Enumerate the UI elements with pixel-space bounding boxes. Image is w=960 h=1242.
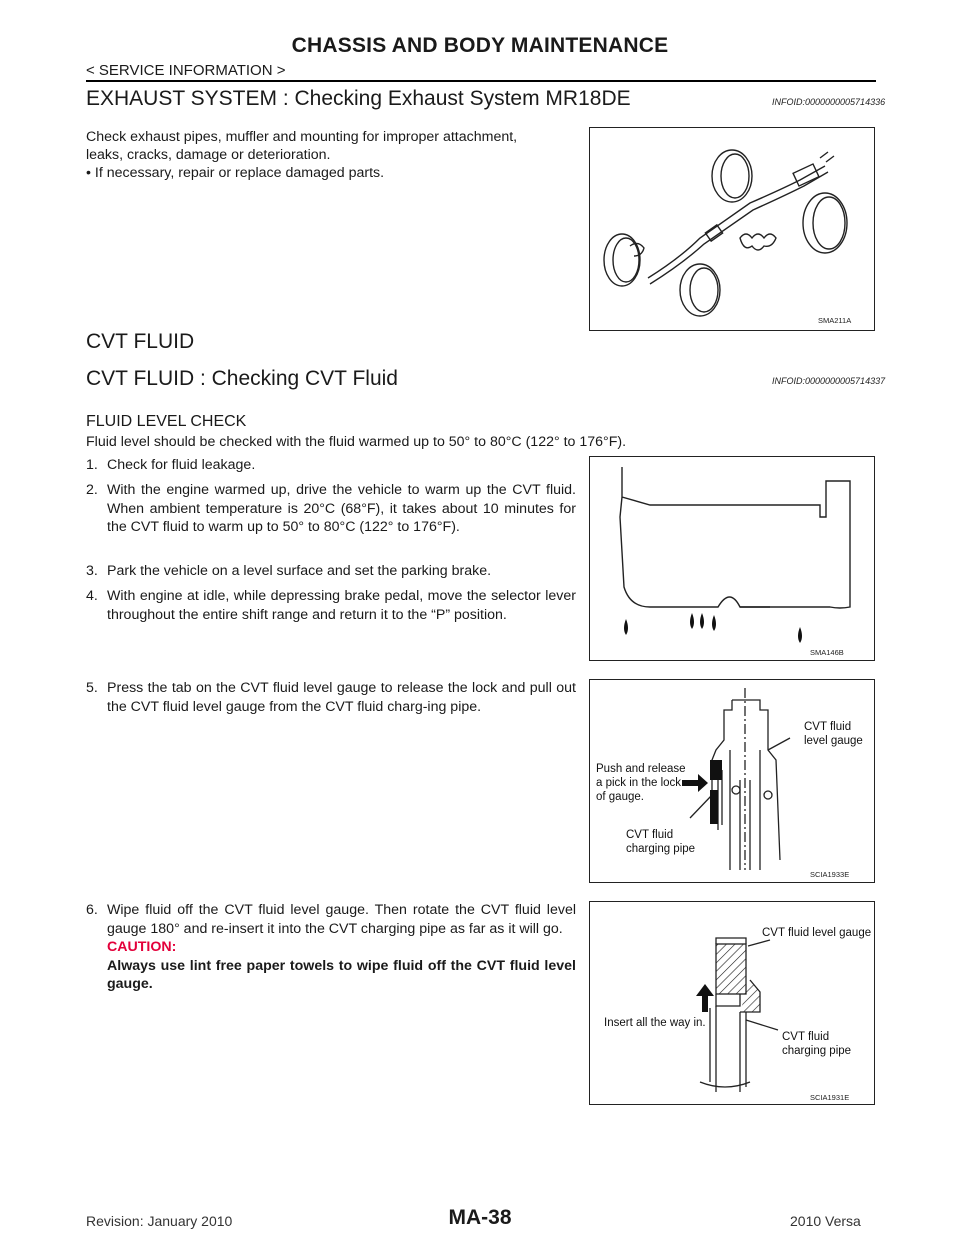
figure-code: SCIA1933E	[810, 870, 850, 879]
step-5	[86, 679, 576, 716]
step-number: 2.	[86, 482, 98, 498]
cvt-title: CVT FLUID	[86, 330, 195, 353]
exhaust-text-2: leaks, cracks, damage or deterioration.	[86, 147, 331, 163]
caution-label: CAUTION:	[107, 939, 177, 955]
step-number: 3.	[86, 563, 98, 579]
step-text: Wipe fluid off the CVT fluid level gauge. Then rotate the CVT fluid level gauge 180° and re-insert it into the CVT charging pipe as far as it will go.	[107, 902, 576, 937]
figure-code: SMA146B	[810, 648, 844, 657]
step-4	[86, 587, 576, 624]
page-number: MA-38	[448, 1206, 512, 1229]
cvt-leak-figure	[589, 456, 875, 661]
fluid-level-subheading: FLUID LEVEL CHECK	[86, 413, 247, 430]
step-number: 1.	[86, 457, 98, 473]
step-number: 5.	[86, 680, 98, 696]
revision-date: Revision: January 2010	[86, 1213, 233, 1229]
figure-code: SCIA1931E	[810, 1093, 850, 1102]
model-year: 2010 Versa	[790, 1213, 861, 1229]
step-number: 4.	[86, 588, 98, 604]
label-insert-all-the-way: Insert all the way in.	[604, 1017, 706, 1029]
cvt-heading: CVT FLUID : Checking CVT Fluid	[86, 367, 398, 390]
caution-text: Always use lint free paper towels to wipe fluid off the CVT fluid level gauge.	[107, 957, 576, 992]
exhaust-heading: EXHAUST SYSTEM : Checking Exhaust System MR18DE	[86, 87, 631, 110]
step-3	[86, 562, 576, 581]
exhaust-infoid: INFOID:0000000005714336	[772, 97, 886, 107]
step-1	[86, 456, 576, 475]
label-push-release: Push and release a pick in the lock of gauge.	[596, 763, 686, 803]
label-cvt-fluid-charging-pipe: CVT fluid charging pipe	[626, 829, 696, 855]
gauge-insert-figure	[589, 901, 875, 1105]
transmission-illustration	[590, 457, 873, 659]
step-6	[86, 901, 576, 994]
section-label: < SERVICE INFORMATION >	[86, 62, 286, 79]
label-cvt-fluid-charging-pipe: CVT fluid charging pipe	[782, 1031, 852, 1057]
exhaust-text-1: Check exhaust pipes, muffler and mounting for improper attachment,	[86, 129, 518, 145]
exhaust-figure	[589, 127, 875, 331]
label-cvt-fluid-level-gauge: CVT fluid level gauge	[804, 721, 863, 747]
cvt-intro: Fluid level should be checked with the fluid warmed up to 50° to 80°C (122° to 176°F).	[86, 434, 627, 450]
cvt-infoid: INFOID:0000000005714337	[772, 376, 886, 386]
exhaust-system-illustration	[590, 128, 873, 329]
step-2	[86, 481, 576, 537]
gauge-lock-figure	[589, 679, 875, 883]
step-number: 6.	[86, 902, 98, 918]
step-text: With engine at idle, while depressing brake pedal, move the selector lever throughout the entire shift range and return it to the “P” position.	[107, 588, 576, 623]
step-text: Park the vehicle on a level surface and set the parking brake.	[107, 563, 492, 579]
exhaust-bullet: • If necessary, repair or replace damaged parts.	[86, 165, 385, 181]
header-divider	[86, 80, 876, 82]
label-cvt-fluid-level-gauge: CVT fluid level gauge	[762, 927, 872, 939]
page-header-title: CHASSIS AND BODY MAINTENANCE	[291, 34, 669, 57]
step-text: With the engine warmed up, drive the vehicle to warm up the CVT fluid. When ambient temperature is 20°C (68°F), it takes about 10 minutes for the CVT fluid to warm up to 50° to 80°C (122° to 176°F).	[107, 482, 576, 535]
figure-code: SMA211A	[818, 316, 852, 325]
step-text: Press the tab on the CVT fluid level gauge to release the lock and pull out the CVT fluid level gauge from the CVT fluid charg-ing pipe.	[107, 680, 576, 715]
step-text: Check for fluid leakage.	[107, 457, 256, 473]
